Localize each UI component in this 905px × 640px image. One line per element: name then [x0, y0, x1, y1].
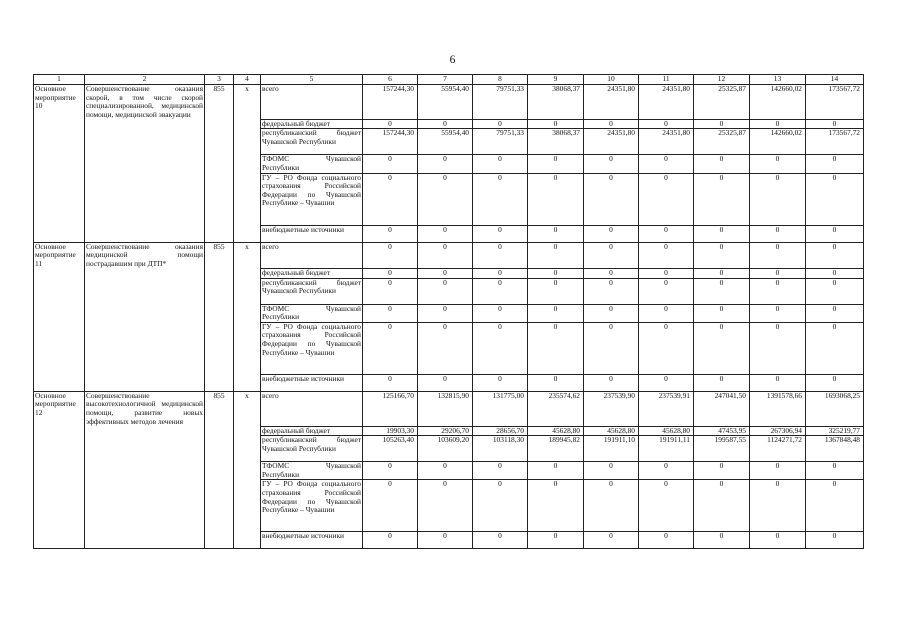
value-cell: 142660,02 [750, 85, 806, 120]
value-cell: 157244,30 [363, 85, 418, 120]
mark-cell [234, 532, 261, 549]
code-cell: 855 [205, 391, 234, 426]
value-cell: 0 [473, 242, 528, 268]
value-cell: 0 [473, 374, 528, 391]
value-cell: 0 [418, 225, 473, 242]
funding-source: ГУ – РО Фонда социального страхования Российской Федерации по Чувашской Республике – Чувашии [261, 480, 363, 532]
column-header: 5 [261, 75, 363, 85]
value-cell: 79751,33 [473, 129, 528, 155]
mark-cell [234, 155, 261, 173]
value-cell: 0 [418, 268, 473, 278]
funding-source: федеральный бюджет [261, 268, 363, 278]
value-cell: 0 [528, 374, 584, 391]
event-cell [34, 304, 85, 322]
value-cell: 0 [363, 532, 418, 549]
value-cell: 0 [694, 462, 750, 480]
value-cell: 0 [694, 480, 750, 532]
value-cell: 173567,72 [806, 129, 864, 155]
value-cell: 24351,80 [584, 85, 639, 120]
funding-source: ТФОМС Чувашской Республики [262, 461, 361, 479]
value-cell: 0 [584, 155, 639, 173]
value-cell: 0 [806, 374, 864, 391]
value-cell: 142660,02 [750, 129, 806, 155]
description-cell [85, 225, 205, 242]
value-cell: 0 [584, 119, 639, 129]
code-cell [205, 462, 234, 480]
table-row [34, 322, 864, 374]
value-cell: 0 [806, 462, 864, 480]
value-cell: 0 [694, 242, 750, 268]
value-cell: 157244,30 [363, 129, 418, 155]
value-cell: 1391578,66 [750, 391, 806, 426]
mark-cell [234, 119, 261, 129]
event-cell: Основное мероприятие 12 [34, 391, 85, 426]
value-cell: 0 [473, 480, 528, 532]
mark-cell: х [234, 242, 261, 268]
value-cell: 105263,40 [363, 436, 418, 462]
value-cell: 0 [639, 155, 694, 173]
table-row [34, 173, 864, 225]
value-cell: 0 [806, 242, 864, 268]
value-cell: 0 [528, 268, 584, 278]
value-cell: 1693068,25 [806, 391, 864, 426]
value-cell: 47453,95 [694, 426, 750, 436]
value-cell: 0 [639, 322, 694, 374]
value-cell: 0 [806, 322, 864, 374]
value-cell: 0 [584, 242, 639, 268]
code-cell [205, 129, 234, 155]
code-cell: 855 [205, 85, 234, 120]
value-cell: 0 [750, 173, 806, 225]
value-cell: 0 [639, 278, 694, 304]
value-cell: 237539,90 [584, 391, 639, 426]
value-cell: 0 [584, 480, 639, 532]
value-cell: 0 [363, 225, 418, 242]
value-cell: 0 [418, 278, 473, 304]
event-cell [34, 374, 85, 391]
funding-source: республиканский бюджет Чувашской Республики [261, 129, 363, 155]
description-cell [85, 173, 205, 225]
value-cell: 237539,91 [639, 391, 694, 426]
value-cell: 0 [584, 322, 639, 374]
value-cell: 0 [584, 304, 639, 322]
value-cell: 0 [473, 322, 528, 374]
column-header: 12 [694, 75, 750, 85]
value-cell: 0 [473, 462, 528, 480]
value-cell: 103609,20 [418, 436, 473, 462]
event-cell [34, 436, 85, 462]
value-cell: 0 [806, 225, 864, 242]
value-cell: 0 [694, 155, 750, 173]
value-cell: 0 [806, 155, 864, 173]
table-row [34, 480, 864, 532]
event-cell [34, 426, 85, 436]
funding-source: республиканский бюджет Чувашской Республики [261, 436, 363, 462]
value-cell: 0 [363, 374, 418, 391]
value-cell: 0 [584, 225, 639, 242]
value-cell: 0 [750, 278, 806, 304]
value-cell: 0 [584, 532, 639, 549]
column-header: 4 [234, 75, 261, 85]
value-cell: 191911,10 [584, 436, 639, 462]
description-cell [85, 304, 205, 322]
value-cell: 24351,80 [639, 85, 694, 120]
value-cell: 0 [528, 278, 584, 304]
description-cell: Совершенствование оказания скорой, в том числе скорой специализированной, медицинской помощи, медицинской эвакуации [86, 84, 203, 119]
event-cell [34, 278, 85, 304]
mark-cell [234, 225, 261, 242]
value-cell: 0 [806, 278, 864, 304]
funding-source: всего [261, 85, 363, 120]
value-cell: 0 [750, 242, 806, 268]
code-cell [205, 436, 234, 462]
mark-cell: х [234, 391, 261, 426]
value-cell: 25325,87 [694, 85, 750, 120]
value-cell: 267306,94 [750, 426, 806, 436]
table-row [34, 532, 864, 549]
value-cell: 0 [694, 374, 750, 391]
mark-cell: х [234, 85, 261, 120]
mark-cell [234, 278, 261, 304]
mark-cell [234, 304, 261, 322]
value-cell: 0 [528, 304, 584, 322]
event-cell [34, 322, 85, 374]
value-cell: 0 [584, 268, 639, 278]
event-cell [34, 129, 85, 155]
value-cell: 0 [473, 225, 528, 242]
event-cell [34, 480, 85, 532]
value-cell: 0 [473, 278, 528, 304]
event-cell [34, 268, 85, 278]
value-cell: 0 [363, 173, 418, 225]
table-row [34, 462, 864, 480]
funding-source: внебюджетные источники [261, 532, 363, 549]
table-row [34, 374, 864, 391]
table-row [34, 155, 864, 173]
value-cell: 0 [528, 173, 584, 225]
value-cell: 24351,80 [584, 129, 639, 155]
description-cell [85, 532, 205, 549]
event-cell: Основное мероприятие 10 [34, 85, 85, 120]
value-cell: 0 [750, 225, 806, 242]
code-cell: 855 [205, 242, 234, 268]
value-cell: 0 [584, 278, 639, 304]
description-cell [85, 129, 205, 155]
value-cell: 0 [473, 155, 528, 173]
value-cell: 0 [639, 173, 694, 225]
value-cell: 0 [694, 268, 750, 278]
description-cell [85, 426, 205, 436]
funding-source: ГУ – РО Фонда социального страхования Российской Федерации по Чувашской Республике – Чувашии [261, 173, 363, 225]
value-cell: 103118,30 [473, 436, 528, 462]
value-cell: 235574,62 [528, 391, 584, 426]
value-cell: 0 [528, 462, 584, 480]
mark-cell [234, 480, 261, 532]
column-header: 7 [418, 75, 473, 85]
value-cell: 0 [528, 155, 584, 173]
value-cell: 29206,70 [418, 426, 473, 436]
funding-source: всего [261, 391, 363, 426]
mark-cell [234, 129, 261, 155]
funding-source: внебюджетные источники [261, 225, 363, 242]
value-cell: 1367848,48 [806, 436, 864, 462]
column-header: 13 [750, 75, 806, 85]
value-cell: 0 [639, 532, 694, 549]
value-cell: 0 [639, 374, 694, 391]
value-cell: 0 [418, 242, 473, 268]
value-cell: 0 [639, 462, 694, 480]
value-cell: 0 [363, 268, 418, 278]
value-cell: 0 [363, 480, 418, 532]
value-cell: 0 [694, 119, 750, 129]
value-cell: 325219,77 [806, 426, 864, 436]
value-cell: 38068,37 [528, 85, 584, 120]
value-cell: 0 [750, 322, 806, 374]
value-cell: 0 [694, 278, 750, 304]
funding-source: федеральный бюджет [261, 119, 363, 129]
header-row [34, 75, 864, 85]
funding-source: ТФОМС Чувашской Республики [262, 303, 361, 322]
value-cell: 199587,55 [694, 436, 750, 462]
description-cell: Совершенствование оказания медицинской помощи пострадавшим при ДТП* [86, 241, 203, 268]
value-cell: 0 [750, 462, 806, 480]
value-cell: 0 [418, 532, 473, 549]
code-cell [205, 322, 234, 374]
value-cell: 0 [473, 304, 528, 322]
code-cell [205, 374, 234, 391]
value-cell: 0 [528, 242, 584, 268]
value-cell: 25325,87 [694, 129, 750, 155]
value-cell: 0 [418, 155, 473, 173]
table-body [34, 75, 864, 549]
value-cell: 0 [584, 374, 639, 391]
value-cell: 28656,70 [473, 426, 528, 436]
description-cell [85, 480, 205, 532]
value-cell: 0 [528, 322, 584, 374]
description-cell [85, 119, 205, 129]
value-cell: 0 [528, 119, 584, 129]
event-cell [34, 532, 85, 549]
value-cell: 189945,82 [528, 436, 584, 462]
column-header: 8 [473, 75, 528, 85]
table-row [34, 278, 864, 304]
value-cell: 0 [363, 242, 418, 268]
table-row [34, 268, 864, 278]
value-cell: 0 [806, 480, 864, 532]
value-cell: 0 [473, 532, 528, 549]
code-cell [205, 304, 234, 322]
value-cell: 0 [363, 304, 418, 322]
value-cell: 0 [639, 242, 694, 268]
mark-cell [234, 462, 261, 480]
code-cell [205, 225, 234, 242]
event-cell [34, 173, 85, 225]
column-header: 14 [806, 75, 864, 85]
description-cell [85, 155, 205, 173]
column-header: 3 [205, 75, 234, 85]
description-cell [85, 322, 205, 374]
value-cell: 0 [750, 532, 806, 549]
code-cell [205, 155, 234, 173]
value-cell: 0 [418, 462, 473, 480]
value-cell: 0 [806, 268, 864, 278]
value-cell: 0 [639, 304, 694, 322]
event-cell: Основное мероприятие 11 [34, 242, 85, 268]
value-cell: 0 [363, 322, 418, 374]
budget-table [33, 74, 864, 549]
value-cell: 0 [750, 304, 806, 322]
value-cell: 0 [750, 268, 806, 278]
table-row [34, 85, 864, 120]
value-cell: 0 [750, 119, 806, 129]
funding-source: федеральный бюджет [261, 426, 363, 436]
value-cell: 0 [418, 304, 473, 322]
code-cell [205, 426, 234, 436]
funding-source: республиканский бюджет Чувашской Республики [261, 278, 363, 304]
mark-cell [234, 436, 261, 462]
value-cell: 0 [473, 173, 528, 225]
value-cell: 38068,37 [528, 129, 584, 155]
value-cell: 132815,90 [418, 391, 473, 426]
value-cell: 45628,80 [528, 426, 584, 436]
page-number: 6 [449, 54, 456, 66]
value-cell: 0 [584, 462, 639, 480]
description-cell [85, 278, 205, 304]
value-cell: 0 [473, 268, 528, 278]
value-cell: 0 [418, 119, 473, 129]
mark-cell [234, 173, 261, 225]
value-cell: 125166,70 [363, 391, 418, 426]
value-cell: 0 [750, 374, 806, 391]
code-cell [205, 278, 234, 304]
value-cell: 0 [750, 480, 806, 532]
table-row [34, 391, 864, 426]
value-cell: 0 [694, 304, 750, 322]
value-cell: 0 [363, 278, 418, 304]
code-cell [205, 119, 234, 129]
table-row [34, 242, 864, 268]
value-cell: 45628,80 [639, 426, 694, 436]
value-cell: 0 [528, 532, 584, 549]
value-cell: 173567,72 [806, 85, 864, 120]
value-cell: 0 [639, 480, 694, 532]
value-cell: 131775,00 [473, 391, 528, 426]
event-cell [34, 155, 85, 173]
value-cell: 0 [418, 173, 473, 225]
value-cell: 0 [363, 462, 418, 480]
mark-cell [234, 268, 261, 278]
value-cell: 79751,33 [473, 85, 528, 120]
table-row [34, 304, 864, 322]
value-cell: 55954,40 [418, 85, 473, 120]
value-cell: 0 [806, 173, 864, 225]
table-row [34, 436, 864, 462]
value-cell: 24351,80 [639, 129, 694, 155]
value-cell: 55954,40 [418, 129, 473, 155]
table-row [34, 129, 864, 155]
value-cell: 247041,50 [694, 391, 750, 426]
value-cell: 0 [806, 119, 864, 129]
value-cell: 0 [639, 119, 694, 129]
description-cell [85, 436, 205, 462]
value-cell: 0 [473, 119, 528, 129]
value-cell: 19903,30 [363, 426, 418, 436]
code-cell [205, 268, 234, 278]
code-cell [205, 480, 234, 532]
event-cell [34, 225, 85, 242]
value-cell: 0 [418, 322, 473, 374]
funding-source: ГУ – РО Фонда социального страхования Российской Федерации по Чувашской Республике – Чувашии [261, 322, 363, 374]
event-cell [34, 119, 85, 129]
code-cell [205, 532, 234, 549]
funding-source: ТФОМС Чувашской Республики [262, 154, 361, 173]
value-cell: 191911,11 [639, 436, 694, 462]
column-header: 2 [85, 75, 205, 85]
value-cell: 0 [639, 268, 694, 278]
value-cell: 0 [694, 173, 750, 225]
mark-cell [234, 426, 261, 436]
value-cell: 0 [418, 374, 473, 391]
description-cell [85, 462, 205, 480]
funding-source: всего [261, 242, 363, 268]
value-cell: 0 [528, 480, 584, 532]
funding-source: внебюджетные источники [261, 374, 363, 391]
description-cell: Совершенствование высокотехнологичной медицинской помощи, развитие новых эффективных методов лечения [86, 390, 203, 426]
column-header: 9 [528, 75, 584, 85]
value-cell: 0 [694, 322, 750, 374]
mark-cell [234, 374, 261, 391]
column-header: 6 [363, 75, 418, 85]
table-row [34, 225, 864, 242]
value-cell: 45628,80 [584, 426, 639, 436]
value-cell: 0 [750, 155, 806, 173]
column-header: 10 [584, 75, 639, 85]
value-cell: 0 [639, 225, 694, 242]
value-cell: 0 [418, 480, 473, 532]
value-cell: 0 [363, 155, 418, 173]
value-cell: 0 [806, 304, 864, 322]
value-cell: 0 [584, 173, 639, 225]
code-cell [205, 173, 234, 225]
value-cell: 0 [363, 119, 418, 129]
description-cell [85, 268, 205, 278]
column-header: 1 [34, 75, 85, 85]
column-header: 11 [639, 75, 694, 85]
value-cell: 0 [694, 532, 750, 549]
mark-cell [234, 322, 261, 374]
description-cell [85, 374, 205, 391]
value-cell: 0 [806, 532, 864, 549]
value-cell: 0 [528, 225, 584, 242]
value-cell: 1124271,72 [750, 436, 806, 462]
event-cell [34, 462, 85, 480]
value-cell: 0 [694, 225, 750, 242]
